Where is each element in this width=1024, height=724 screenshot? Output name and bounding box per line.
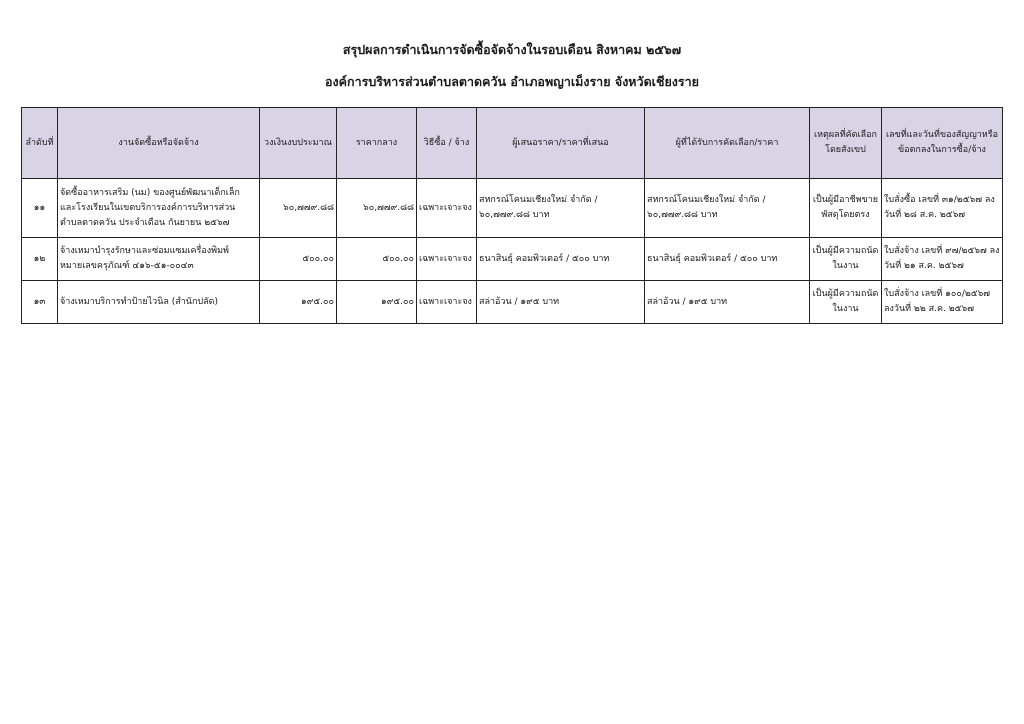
cell-item: จ้างเหมาบำรุงรักษาและซ่อมแซมเครื่องพิมพ์ หมายเลขครุภัณฑ์ ๔๑๖-๕๑-๐๐๔๓ [58, 238, 260, 281]
cell-bidders: ธนาสินธุ์ คอมพิวเตอร์ / ๕๐๐ บาท [477, 238, 645, 281]
cell-method: เฉพาะเจาะจง [417, 281, 477, 324]
cell-budget: ๕๐๐.๐๐ [260, 238, 337, 281]
cell-item: จัดซื้ออาหารเสริม (นม) ของศูนย์พัฒนาเด็กเล็ก และโรงเรียนในเขตบริการองค์การบริหารส่วนตำบลตาดควัน ประจำเดือน กันยายน ๒๕๖๗ [58, 179, 260, 238]
header-no: ลำดับที่ [22, 108, 58, 179]
cell-contract: ใบสั่งซื้อ เลขที่ ๓๑/๒๕๖๗ ลงวันที่ ๒๘ ส.ค. ๒๕๖๗ [882, 179, 1003, 238]
cell-winner: สล่าอ้วน / ๑๙๕ บาท [645, 281, 810, 324]
cell-reason: เป็นผู้มีความถนัดในงาน [810, 281, 882, 324]
cell-winner: ธนาสินธุ์ คอมพิวเตอร์ / ๕๐๐ บาท [645, 238, 810, 281]
cell-median-price: ๑๙๕.๐๐ [337, 281, 417, 324]
table-header-row [22, 108, 1003, 179]
table-row [22, 281, 1003, 324]
cell-no: ๑๑ [22, 179, 58, 238]
header-reason: เหตุผลที่คัดเลือกโดยสังเขป [810, 108, 882, 179]
table-row [22, 179, 1003, 238]
header-winner: ผู้ที่ได้รับการคัดเลือก/ราคา [645, 108, 810, 179]
cell-bidders: สหกรณ์โคนมเชียงใหม่ จำกัด / ๖๐,๗๗๙.๘๘ บาท [477, 179, 645, 238]
cell-reason: เป็นผู้มีอาชีพขายพัสดุโดยตรง [810, 179, 882, 238]
header-bidders: ผู้เสนอราคา/ราคาที่เสนอ [477, 108, 645, 179]
cell-bidders: สล่าอ้วน / ๑๙๕ บาท [477, 281, 645, 324]
cell-method: เฉพาะเจาะจง [417, 238, 477, 281]
table-row [22, 238, 1003, 281]
cell-winner: สหกรณ์โคนมเชียงใหม่ จำกัด / ๖๐,๗๗๙.๘๘ บาท [645, 179, 810, 238]
cell-item: จ้างเหมาบริการทำป้ายไวนิล (สำนักปลัด) [58, 281, 260, 324]
header-method: วิธีซื้อ / จ้าง [417, 108, 477, 179]
cell-method: เฉพาะเจาะจง [417, 179, 477, 238]
document-subtitle: องค์การบริหารส่วนตำบลตาดควัน อำเภอพญาเม็งราย จังหวัดเชียงราย [325, 74, 699, 89]
document-title: สรุปผลการดำเนินการจัดซื้อจัดจ้างในรอบเดือน สิงหาคม ๒๕๖๗ [342, 42, 682, 57]
procurement-summary-table [21, 107, 1003, 324]
cell-no: ๑๒ [22, 238, 58, 281]
cell-budget: ๑๙๕.๐๐ [260, 281, 337, 324]
cell-budget: ๖๐,๗๗๙.๘๘ [260, 179, 337, 238]
cell-median-price: ๕๐๐.๐๐ [337, 238, 417, 281]
header-item: งานจัดซื้อหรือจัดจ้าง [58, 108, 260, 179]
cell-contract: ใบสั่งจ้าง เลขที่ ๑๐๐/๒๕๖๗ ลงวันที่ ๒๒ ส.ค. ๒๕๖๗ [882, 281, 1003, 324]
header-budget: วงเงินงบประมาณ [260, 108, 337, 179]
cell-median-price: ๖๐,๗๗๙.๘๘ [337, 179, 417, 238]
cell-contract: ใบสั่งจ้าง เลขที่ ๙๗/๒๕๖๗ ลงวันที่ ๒๑ ส.ค. ๒๕๖๗ [882, 238, 1003, 281]
cell-reason: เป็นผู้มีความถนัดในงาน [810, 238, 882, 281]
header-median-price: ราคากลาง [337, 108, 417, 179]
header-contract: เลขที่และวันที่ของสัญญาหรือข้อตกลงในการซื้อ/จ้าง [882, 108, 1003, 179]
cell-no: ๑๓ [22, 281, 58, 324]
